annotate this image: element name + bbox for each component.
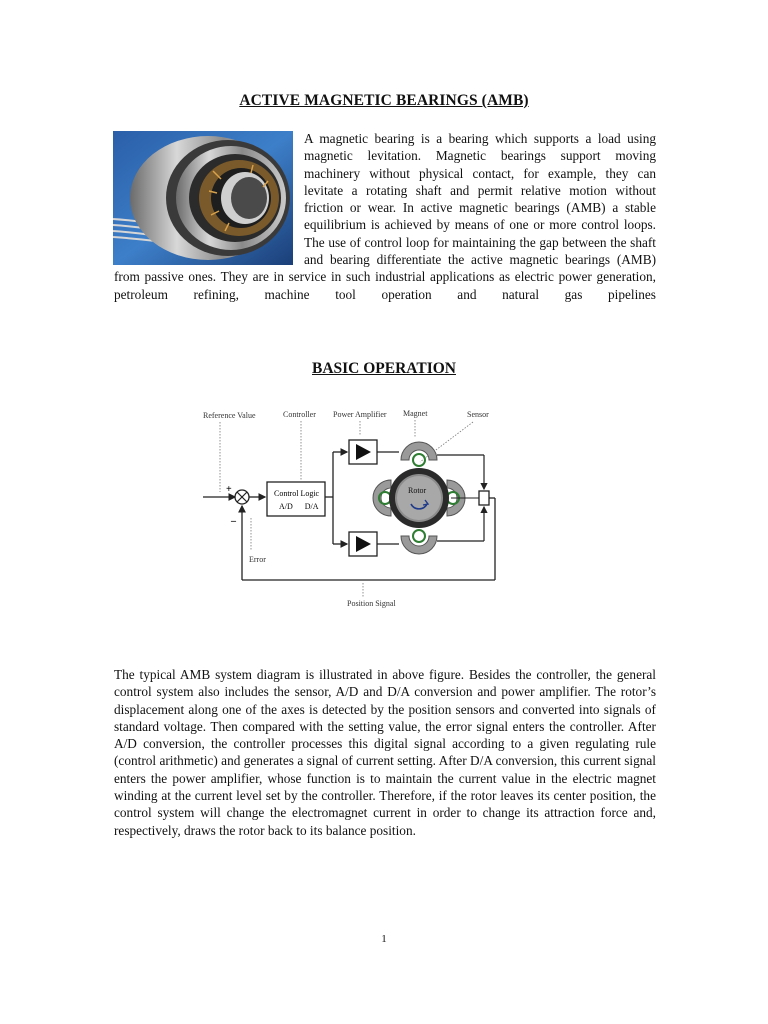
magnet-left: [373, 480, 391, 516]
intro-paragraph: A magnetic bearing is a bearing which supports a load using magnetic levitation. Magnetic bearings support moving machinery without physical contact, for example, they can levitate a rotating shaft and permit relative motion without friction or wear. In active magnetic bearings (AMB) a stable equilibrium is achieved by means of one or more control loops. The use of control loop for maintaining the gap between the shaft and bearing differentiate the active magnetic bearings (AMB) from passive ones. They are in service in such industrial applications as electric power generation, petroleum refining, machine tool operation and natural gas pipelines: [114, 131, 656, 302]
page-title: ACTIVE MAGNETIC BEARINGS (AMB): [239, 92, 529, 109]
amb-system-diagram: [195, 400, 505, 615]
error-label: Error: [249, 555, 266, 564]
controller-label: Controller: [283, 410, 316, 419]
power-amplifier-bottom: [349, 532, 377, 556]
magnet-top: [401, 442, 437, 466]
power-amplifier-top: [349, 440, 377, 464]
sensor-box: [479, 491, 489, 505]
sensor-label: Sensor: [467, 410, 489, 419]
position-signal-label: Position Signal: [347, 599, 396, 608]
rotor: [389, 468, 449, 528]
power-amplifier-label: Power Amplifier: [333, 410, 387, 419]
control-logic-label: Control Logic: [274, 489, 320, 498]
magnet-label: Magnet: [403, 409, 428, 418]
magnet-bottom: [401, 530, 437, 554]
reference-value-label: Reference Value: [203, 411, 256, 420]
plus-sign: +: [226, 484, 232, 495]
body-section: [114, 666, 656, 839]
minus-sign: –: [231, 516, 236, 527]
section-title: BASIC OPERATION: [312, 360, 456, 377]
ad-da-label: A/D D/A: [279, 502, 319, 511]
page-number: 1: [381, 933, 387, 945]
body-paragraph: The typical AMB system diagram is illustrated in above figure. Besides the controller, the general control system also includes the sensor, A/D and D/A conversion and power amplifier. The rotor’s displacement along one of the axes is detected by the position sensors and converted into signals of standard voltage. Then compared with the setting value, the error signal enters the controller. After A/D conversion, the controller processes this digital signal according to a given regulating rule (control arithmetic) and generates a signal of current setting. After D/A conversion, this current signal enters the power amplifier, whose function is to maintain the current value in the electric magnet winding at the current level set by the controller. Therefore, if the rotor leaves its center position, the control system will change the electromagnet current in order to change its attraction force and, respectively, draws the rotor back to its balance position.: [114, 667, 656, 838]
intro-section: [114, 130, 656, 303]
rotor-label: Rotor: [408, 486, 427, 495]
